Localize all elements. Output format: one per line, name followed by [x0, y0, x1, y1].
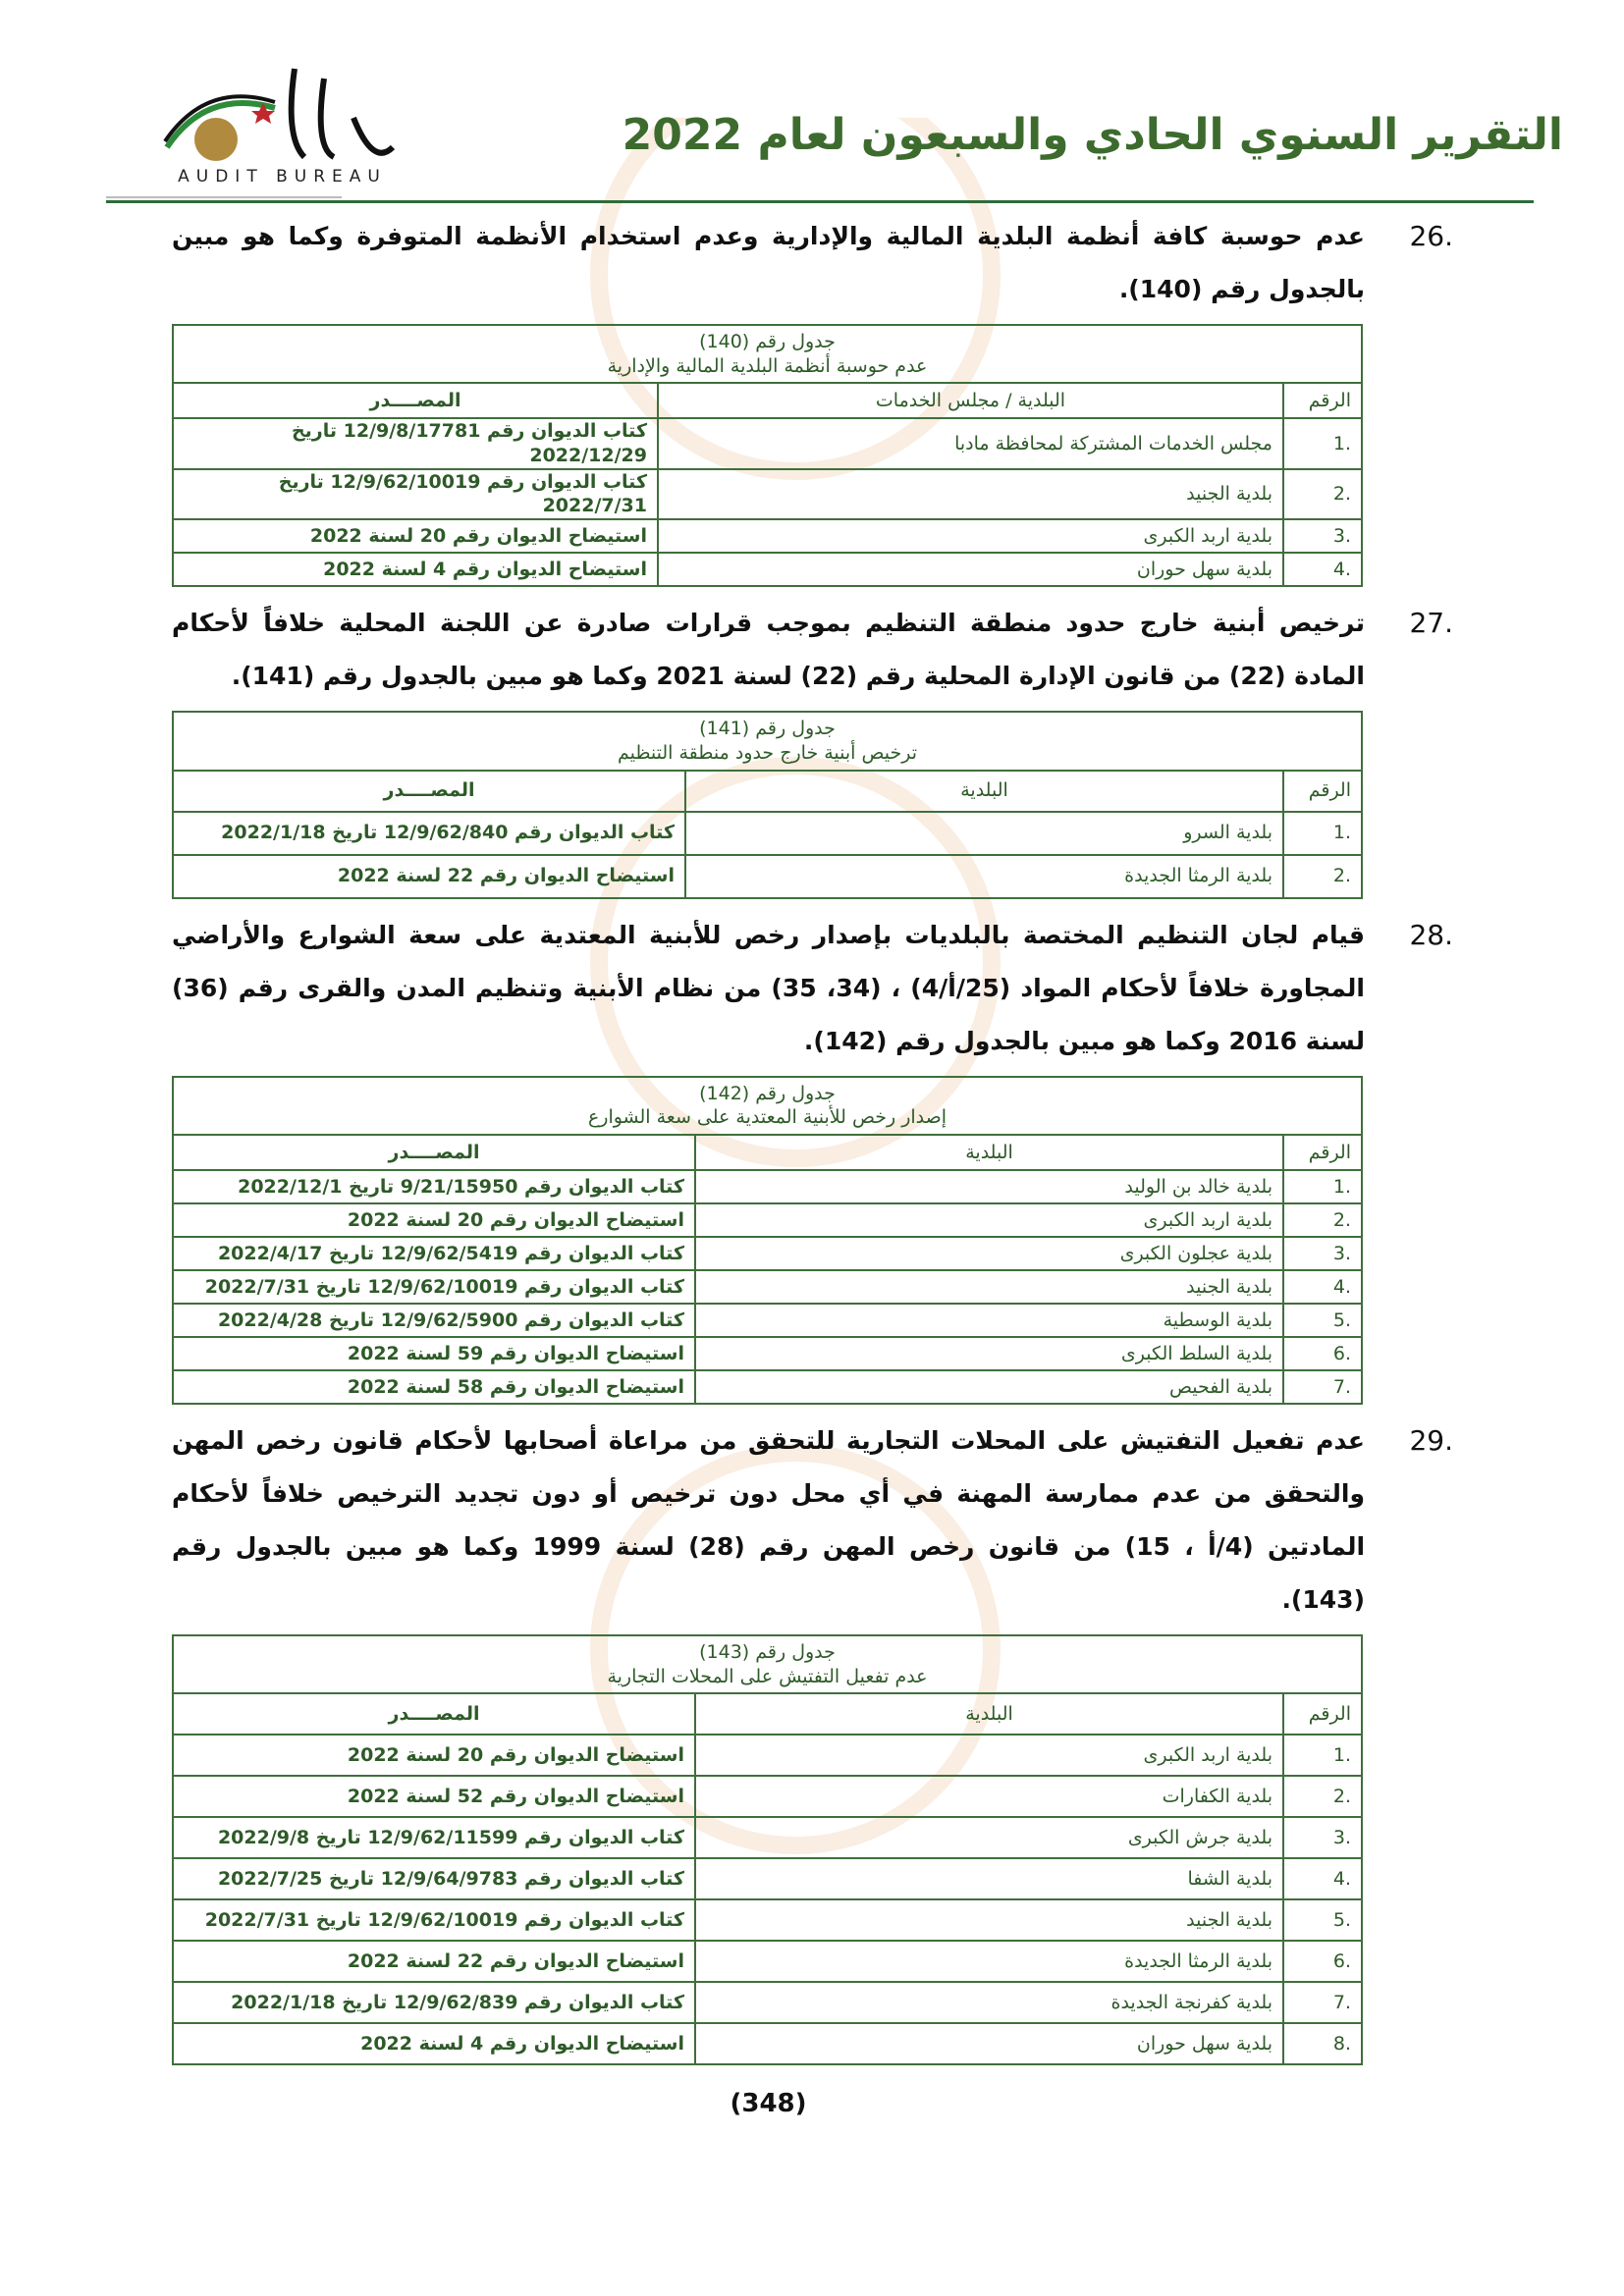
source-cell: كتاب الديوان رقم 12/9/62/10019 تاريخ 2022/7/31	[173, 1899, 695, 1941]
finding-text: عدم حوسبة كافة أنظمة البلدية المالية والإدارية وعدم استخدام الأنظمة المتوفرة وكما هو مبين بالجدول رقم (140).	[172, 222, 1365, 303]
source-cell: كتاب الديوان رقم 12/9/62/839 تاريخ 2022/1/18	[173, 1982, 695, 2023]
municipality-cell: بلدية الجنيد	[658, 469, 1283, 519]
finding-number: .28	[1409, 918, 1453, 951]
municipality-cell: بلدية اربد الكبرى	[695, 1735, 1283, 1776]
source-cell: استيضاح الديوان رقم 20 لسنة 2022	[173, 519, 658, 553]
table-140	[172, 324, 1363, 587]
row-number: .1	[1283, 812, 1362, 855]
source-cell: كتاب الديوان رقم 12/9/62/5900 تاريخ 2022/4/28	[173, 1304, 695, 1337]
source-cell: كتاب الديوان رقم 12/9/62/10019 تاريخ 2022/7/31	[173, 1270, 695, 1304]
table-number: جدول رقم (140)	[699, 331, 836, 352]
table-row	[173, 1170, 1362, 1203]
source-cell: استيضاح الديوان رقم 22 لسنة 2022	[173, 1941, 695, 1982]
table-header-row	[173, 1135, 1362, 1170]
finding-text: ترخيص أبنية خارج حدود منطقة التنظيم بموجب قرارات صادرة عن اللجنة المحلية خلافاً لأحكام المادة (22) من قانون الإدارة المحلية رقم (22) لسنة 2021 وكما هو مبين بالجدول رقم (141).	[172, 609, 1365, 691]
column-header: الرقم	[1283, 1693, 1362, 1735]
source-cell: استيضاح الديوان رقم 58 لسنة 2022	[173, 1370, 695, 1404]
row-number: .5	[1283, 1899, 1362, 1941]
report-title: التقرير السنوي الحادي والسبعون لعام 2022	[622, 110, 1563, 160]
source-cell: استيضاح الديوان رقم 4 لسنة 2022	[173, 553, 658, 586]
municipality-cell: بلدية الجنيد	[695, 1899, 1283, 1941]
row-number: .8	[1283, 2023, 1362, 2064]
table-caption	[173, 712, 1362, 770]
table-subtitle: عدم حوسبة أنظمة البلدية المالية والإدارية	[607, 354, 928, 377]
table-142	[172, 1076, 1363, 1405]
row-number: .2	[1283, 1203, 1362, 1237]
municipality-cell: بلدية الفحيص	[695, 1370, 1283, 1404]
table-row	[173, 1270, 1362, 1304]
source-cell: كتاب الديوان رقم 12/9/8/17781 تاريخ 2022/12/29	[173, 418, 658, 468]
logo-subtitle: AUDIT BUREAU	[178, 167, 387, 187]
source-cell: استيضاح الديوان رقم 59 لسنة 2022	[173, 1337, 695, 1370]
municipality-cell: بلدية الجنيد	[695, 1270, 1283, 1304]
finding-27	[172, 597, 1453, 703]
source-cell: استيضاح الديوان رقم 4 لسنة 2022	[173, 2023, 695, 2064]
table-subtitle: عدم تفعيل التفتيش على المحلات التجارية	[607, 1665, 928, 1687]
row-number: .4	[1283, 1858, 1362, 1899]
table-number: جدول رقم (143)	[699, 1640, 836, 1663]
municipality-cell: بلدية جرش الكبرى	[695, 1817, 1283, 1858]
column-header: البلدية	[695, 1693, 1283, 1735]
municipality-cell: بلدية اربد الكبرى	[658, 519, 1283, 553]
table-header-row	[173, 383, 1362, 418]
table-row	[173, 1776, 1362, 1817]
column-header: الرقم	[1283, 383, 1362, 418]
column-header: الرقم	[1283, 771, 1362, 812]
row-number: .3	[1283, 1237, 1362, 1270]
table-row	[173, 1370, 1362, 1404]
municipality-cell: مجلس الخدمات المشتركة لمحافظة مادبا	[658, 418, 1283, 468]
source-cell: استيضاح الديوان رقم 52 لسنة 2022	[173, 1776, 695, 1817]
column-header: الرقم	[1283, 1135, 1362, 1170]
source-cell: كتاب الديوان رقم 12/9/64/9783 تاريخ 2022/7/25	[173, 1858, 695, 1899]
municipality-cell: بلدية السلط الكبرى	[695, 1337, 1283, 1370]
table-row	[173, 1735, 1362, 1776]
table-caption	[173, 1077, 1362, 1135]
table-row	[173, 1304, 1362, 1337]
row-number: .6	[1283, 1941, 1362, 1982]
row-number: .7	[1283, 1370, 1362, 1404]
municipality-cell: بلدية الرمثا الجديدة	[695, 1941, 1283, 1982]
column-header: المصــــدر	[173, 771, 685, 812]
row-number: .2	[1283, 855, 1362, 898]
row-number: .5	[1283, 1304, 1362, 1337]
table-caption	[173, 1635, 1362, 1693]
finding-29	[172, 1415, 1453, 1627]
municipality-cell: بلدية اربد الكبرى	[695, 1203, 1283, 1237]
finding-text: عدم تفعيل التفتيش على المحلات التجارية للتحقق من مراعاة أصحابها لأحكام قانون رخص المهن والتحقق من عدم ممارسة المهنة في أي محل دون ترخيص أو دون تجديد الترخيص خلافاً لأحكام المادتين (4/أ ، 15) من قانون رخص المهن رقم (28) لسنة 1999 وكما هو مبين بالجدول رقم (143).	[172, 1425, 1366, 1614]
row-number: .1	[1283, 418, 1362, 468]
table-141	[172, 711, 1363, 898]
municipality-cell: بلدية الشفا	[695, 1858, 1283, 1899]
row-number: .1	[1283, 1170, 1362, 1203]
source-cell: كتاب الديوان رقم 12/9/62/10019 تاريخ 2022/7/31	[173, 469, 658, 519]
table-row	[173, 812, 1362, 855]
row-number: .6	[1283, 1337, 1362, 1370]
source-cell: كتاب الديوان رقم 12/9/62/5419 تاريخ 2022/4/17	[173, 1237, 695, 1270]
municipality-cell: بلدية سهل حوران	[658, 553, 1283, 586]
municipality-cell: بلدية الوسطية	[695, 1304, 1283, 1337]
source-cell: استيضاح الديوان رقم 20 لسنة 2022	[173, 1203, 695, 1237]
row-number: .4	[1283, 1270, 1362, 1304]
table-subtitle: إصدار رخص للأبنية المعتدية على سعة الشوارع	[587, 1106, 947, 1129]
table-row	[173, 2023, 1362, 2064]
table-row	[173, 1237, 1362, 1270]
table-number: جدول رقم (142)	[699, 1082, 836, 1104]
finding-number: .27	[1409, 607, 1453, 640]
page-number: (348)	[730, 2089, 807, 2119]
column-header: المصــــدر	[173, 1693, 695, 1735]
municipality-cell: بلدية عجلون الكبرى	[695, 1237, 1283, 1270]
table-header-row	[173, 1693, 1362, 1735]
table-row	[173, 1982, 1362, 2023]
municipality-cell: بلدية كفرنجة الجديدة	[695, 1982, 1283, 2023]
column-header: المصــــدر	[173, 1135, 695, 1170]
row-number: .7	[1283, 1982, 1362, 2023]
column-header: البلدية	[695, 1135, 1283, 1170]
table-row	[173, 1899, 1362, 1941]
table-caption	[173, 325, 1362, 383]
municipality-cell: بلدية الكفارات	[695, 1776, 1283, 1817]
source-cell: كتاب الديوان رقم 12/9/62/11599 تاريخ 2022/9/8	[173, 1817, 695, 1858]
table-row	[173, 553, 1362, 586]
page-content	[172, 0, 1453, 2128]
table-row	[173, 1203, 1362, 1237]
table-subtitle: ترخيص أبنية خارج حدود منطقة التنظيم	[617, 741, 918, 764]
finding-number: .29	[1409, 1423, 1453, 1457]
column-header: المصــــدر	[173, 383, 658, 418]
table-row	[173, 1337, 1362, 1370]
municipality-cell: بلدية سهل حوران	[695, 2023, 1283, 2064]
table-row	[173, 1817, 1362, 1858]
finding-text: قيام لجان التنظيم المختصة بالبلديات بإصدار رخص للأبنية المعتدية على سعة الشوارع والأراضي المجاورة خلافاً لأحكام المواد (25/أ/4) ، (34، 35) من نظام الأبنية وتنظيم المدن والقرى رقم (36) لسنة 2016 وكما هو مبين بالجدول رقم (142).	[172, 920, 1365, 1055]
row-number: .2	[1283, 1776, 1362, 1817]
table-143	[172, 1634, 1363, 2065]
municipality-cell: بلدية السرو	[685, 812, 1283, 855]
source-cell: استيضاح الديوان رقم 22 لسنة 2022	[173, 855, 685, 898]
column-header: البلدية	[685, 771, 1283, 812]
row-number: .3	[1283, 1817, 1362, 1858]
row-number: .3	[1283, 519, 1362, 553]
row-number: .1	[1283, 1735, 1362, 1776]
municipality-cell: بلدية الرمثا الجديدة	[685, 855, 1283, 898]
row-number: .4	[1283, 553, 1362, 586]
source-cell: كتاب الديوان رقم 12/9/62/840 تاريخ 2022/1/18	[173, 812, 685, 855]
source-cell: كتاب الديوان رقم 9/21/15950 تاريخ 2022/12/1	[173, 1170, 695, 1203]
source-cell: استيضاح الديوان رقم 20 لسنة 2022	[173, 1735, 695, 1776]
table-row	[173, 418, 1362, 468]
finding-number: .26	[1409, 220, 1453, 252]
finding-28	[172, 909, 1453, 1068]
table-number: جدول رقم (141)	[699, 718, 836, 740]
row-number: .2	[1283, 469, 1362, 519]
municipality-cell: بلدية خالد بن الوليد	[695, 1170, 1283, 1203]
table-row	[173, 855, 1362, 898]
table-header-row	[173, 771, 1362, 812]
table-row	[173, 469, 1362, 519]
column-header: البلدية / مجلس الخدمات	[658, 383, 1283, 418]
finding-26	[172, 210, 1453, 316]
table-row	[173, 1858, 1362, 1899]
table-row	[173, 1941, 1362, 1982]
table-row	[173, 519, 1362, 553]
